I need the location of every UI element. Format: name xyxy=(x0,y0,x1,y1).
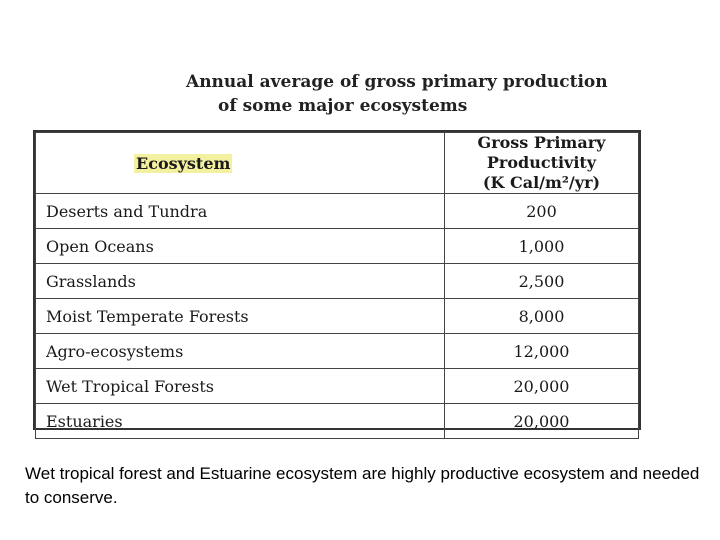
header-gpp-line-2: (K Cal/m²/yr) xyxy=(482,173,601,192)
caption-text: Wet tropical forest and Estuarine ecosystem are highly productive ecosystem and needed to conserve. xyxy=(25,464,700,507)
table-title xyxy=(186,70,608,118)
table-row xyxy=(36,264,639,299)
productivity-table xyxy=(33,130,641,430)
table-row xyxy=(36,229,639,264)
table-row xyxy=(36,404,639,439)
ecosystem-cell: Estuaries xyxy=(36,404,445,439)
header-gpp-line-1: Gross Primary Productivity xyxy=(477,133,606,172)
header-ecosystem-label: Ecosystem xyxy=(136,153,231,173)
ecosystem-cell: Agro-ecosystems xyxy=(36,334,445,369)
ecosystem-cell: Grasslands xyxy=(36,264,445,299)
table-header-row xyxy=(36,133,639,194)
gpp-value-cell: 20,000 xyxy=(445,369,639,404)
table-row xyxy=(36,369,639,404)
productivity-table-grid xyxy=(35,132,639,439)
table-row xyxy=(36,299,639,334)
title-line-1: Annual average of gross primary production xyxy=(186,72,608,92)
title-line-2: of some major ecosystems xyxy=(218,96,468,116)
header-ecosystem xyxy=(36,133,445,194)
table-row xyxy=(36,334,639,369)
gpp-value-cell: 8,000 xyxy=(445,299,639,334)
ecosystem-cell: Wet Tropical Forests xyxy=(36,369,445,404)
gpp-value-cell: 2,500 xyxy=(445,264,639,299)
gpp-value-cell: 1,000 xyxy=(445,229,639,264)
ecosystem-cell: Moist Temperate Forests xyxy=(36,299,445,334)
header-gpp xyxy=(445,133,639,194)
gpp-value-cell: 20,000 xyxy=(445,404,639,439)
gpp-value-cell: 200 xyxy=(445,194,639,229)
gpp-value-cell: 12,000 xyxy=(445,334,639,369)
table-row xyxy=(36,194,639,229)
ecosystem-cell: Deserts and Tundra xyxy=(36,194,445,229)
ecosystem-cell: Open Oceans xyxy=(36,229,445,264)
